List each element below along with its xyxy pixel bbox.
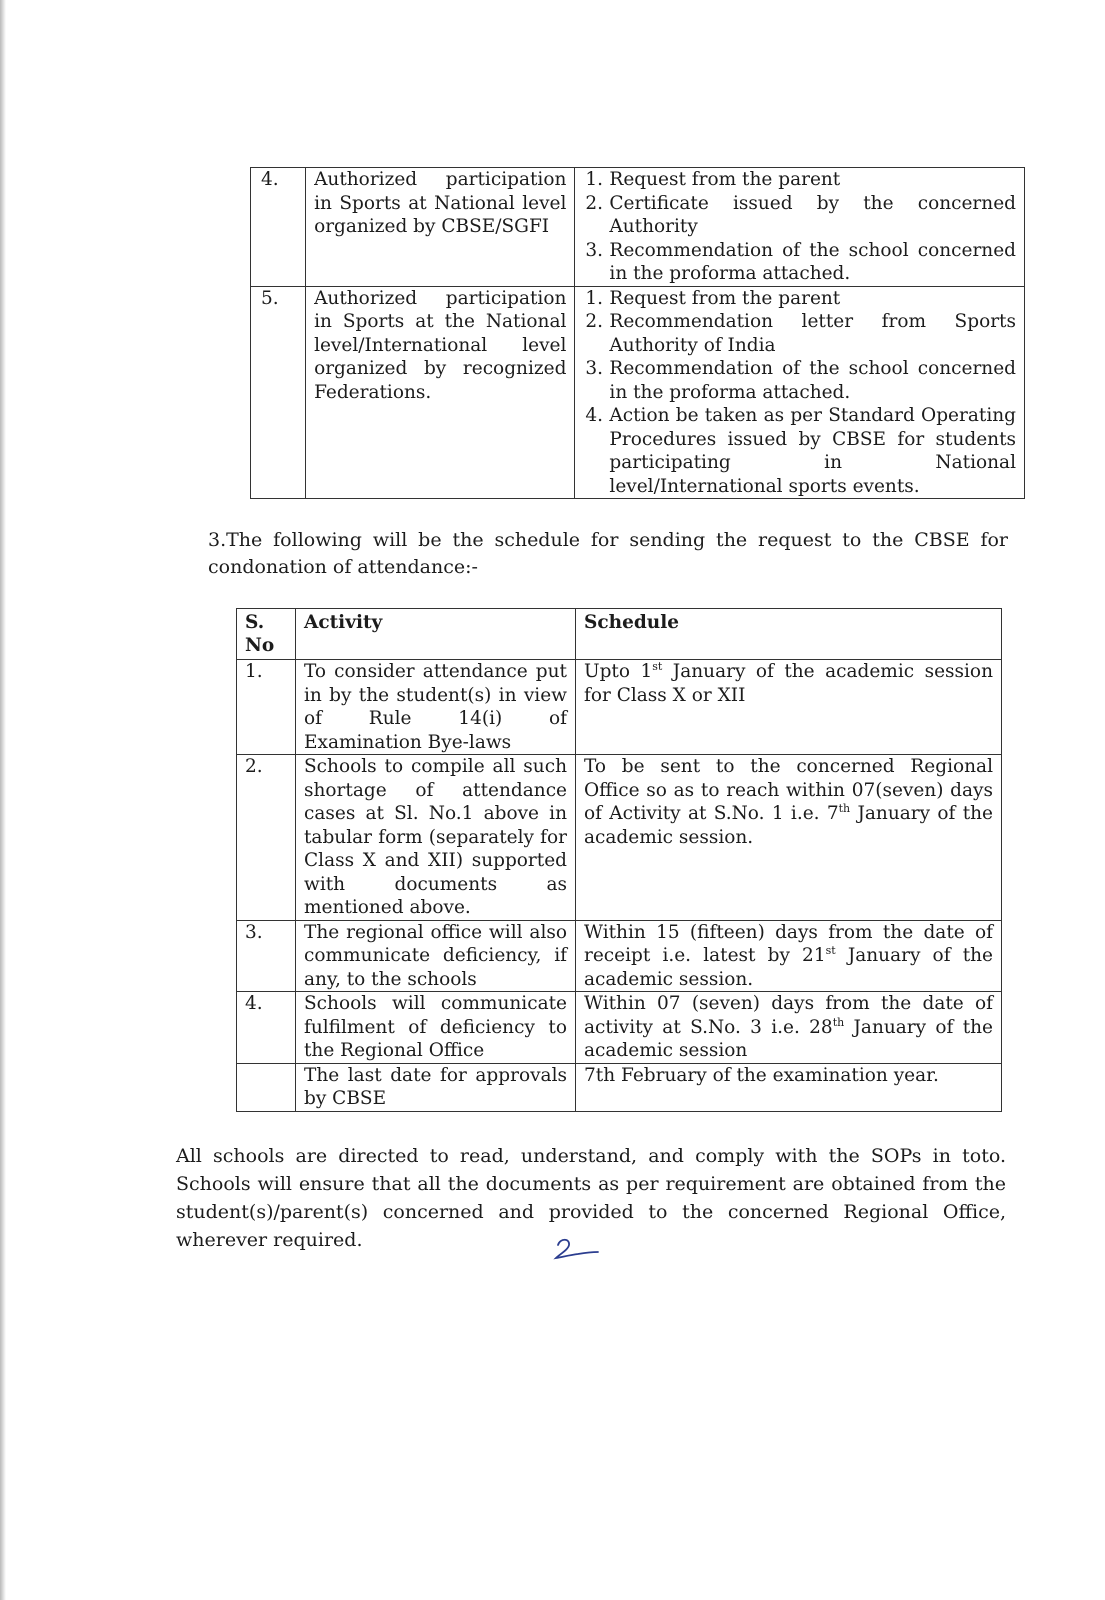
schedule-table	[236, 608, 1002, 1112]
ordinal-suffix: th	[838, 802, 851, 815]
requirements-cell	[575, 286, 1025, 499]
activity-cell: To consider attendance put in by the student(s) in view of Rule 14(i) of Examination Bye-laws	[296, 660, 576, 755]
schedule-text: Upto 1	[584, 661, 653, 682]
schedule-cell	[576, 992, 1002, 1064]
requirements-list	[585, 287, 1016, 499]
schedule-intro-paragraph: 3.The following will be the schedule for sending the request to the CBSE for condonation of attendance:-	[208, 529, 1008, 578]
schedule-cell	[576, 755, 1002, 921]
header-activity: Activity	[296, 609, 576, 660]
table-row	[237, 920, 1002, 992]
schedule-text: To be sent to the concerned Regional Office so as to reach within 07(seven) days of Activity at S.No. 1 i.e. 7	[584, 756, 993, 824]
schedule-text: 7th February of the examination year.	[584, 1064, 939, 1086]
item-text: Request from the parent	[609, 169, 841, 190]
sno-cell: 2.	[237, 755, 296, 921]
requirements-list	[585, 168, 1016, 286]
item-number: 3.	[585, 239, 604, 261]
item-number: 1.	[585, 287, 604, 309]
table-row	[237, 755, 1002, 921]
activity-cell: Schools will communicate fulfilment of deficiency to the Regional Office	[296, 992, 576, 1064]
item-number: 4.	[585, 405, 604, 426]
activity-cell: Schools to compile all such shortage of attendance cases at Sl. No.1 above in tabular form (separately for Class X and XII) supported with documents as mentioned above.	[296, 755, 576, 921]
row-number: 5.	[251, 286, 306, 499]
row-number: 4.	[251, 168, 306, 287]
schedule-text: January of the academic session for Class X or XII	[584, 661, 993, 706]
activity-cell: The regional office will also communicate deficiency, if any, to the schools	[296, 920, 576, 992]
list-item	[585, 168, 1016, 192]
item-text: Recommendation letter from Sports Authority of India	[609, 311, 1016, 356]
ordinal-suffix: st	[825, 944, 836, 957]
item-text: Request from the parent	[609, 287, 841, 309]
schedule-cell	[576, 1063, 1002, 1111]
sno-cell	[237, 1063, 296, 1111]
table-header-row	[237, 609, 1002, 660]
list-item	[585, 357, 1016, 404]
item-number: 2.	[585, 192, 604, 214]
category-cell: Authorized participation in Sports at the National level/International level organized by recognized Federations.	[306, 286, 575, 499]
item-text: Recommendation of the school concerned in the proforma attached.	[609, 358, 1016, 403]
category-cell: Authorized participation in Sports at National level organized by CBSE/SGFI	[306, 168, 575, 287]
sno-cell: 3.	[237, 920, 296, 992]
list-item	[585, 287, 1016, 311]
table-row	[251, 168, 1025, 287]
item-number: 3.	[585, 358, 604, 379]
table-row	[251, 286, 1025, 499]
page-edge-shadow	[0, 0, 6, 1600]
schedule-text: January of the academic session.	[584, 945, 993, 990]
ordinal-suffix: st	[652, 660, 663, 673]
requirements-cell	[575, 168, 1025, 287]
schedule-text: January of the academic session.	[584, 803, 993, 848]
eligibility-table	[250, 167, 1025, 499]
schedule-cell	[576, 660, 1002, 755]
ordinal-suffix: th	[832, 1015, 845, 1029]
item-text: Recommendation of the school concerned in the proforma attached.	[609, 239, 1016, 284]
list-item	[585, 310, 1016, 357]
item-number: 2.	[585, 311, 604, 332]
sno-cell: 4.	[237, 992, 296, 1064]
schedule-text: January of the academic session	[584, 1016, 993, 1061]
table-row	[237, 1063, 1002, 1111]
sno-cell: 1.	[237, 660, 296, 755]
header-sno: S. No	[237, 609, 296, 660]
header-schedule: Schedule	[576, 609, 1002, 660]
closing-paragraph: All schools are directed to read, understand, and comply with the SOPs in toto. Schools will ensure that all the documents as per requirement are obtained from the student(s)/parent(s) concerned and provided to the concerned Regional Office, wherever required.	[176, 1145, 1006, 1251]
schedule-cell	[576, 920, 1002, 992]
table-row	[237, 992, 1002, 1064]
list-item	[585, 239, 1016, 286]
schedule-text: Within 07 (seven) days from the date of activity at S.No. 3 i.e. 28	[584, 993, 993, 1038]
item-text: Action be taken as per Standard Operating Procedures issued by CBSE for students participating in National level/International sports events.	[609, 405, 1016, 497]
item-number: 1.	[585, 169, 604, 190]
schedule-text: Within 15 (fifteen) days from the date of receipt i.e. latest by 21	[584, 921, 993, 966]
item-text: Certificate issued by the concerned Authority	[609, 192, 1016, 237]
activity-cell: The last date for approvals by CBSE	[296, 1063, 576, 1111]
list-item	[585, 404, 1016, 498]
table-row	[237, 660, 1002, 755]
list-item	[585, 192, 1016, 239]
signature-initials	[552, 1236, 602, 1262]
